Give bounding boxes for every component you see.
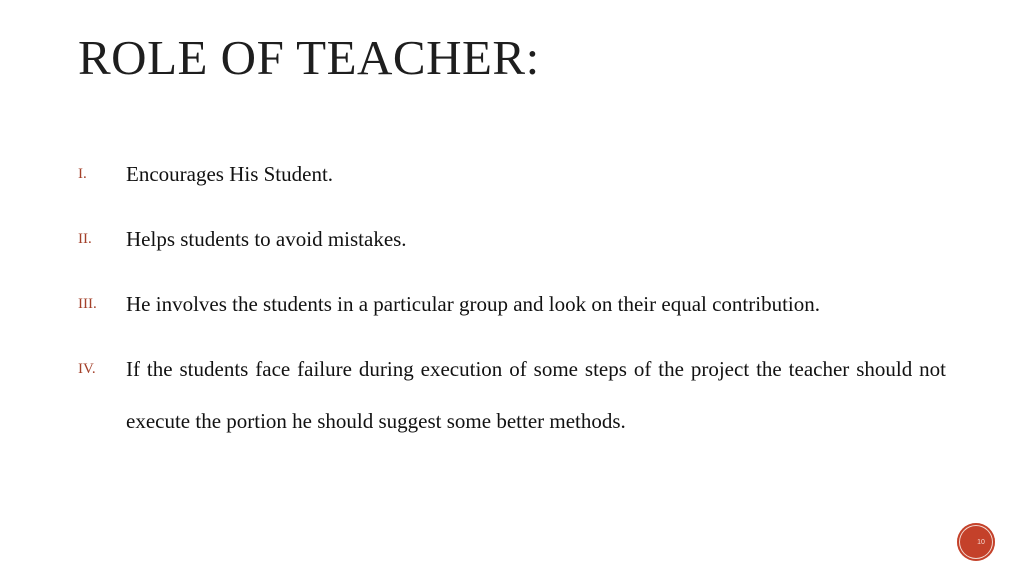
list-item-text-4: If the students face failure during execution of some steps of the project the teacher should not execute the portion he should suggest some better methods.: [126, 357, 946, 433]
list-marker-2: II.: [78, 231, 92, 247]
list-item-text-2: Helps students to avoid mistakes.: [126, 227, 407, 251]
list-item-text-1: Encourages His Student.: [126, 162, 334, 186]
list-marker-1: I.: [78, 166, 87, 182]
page-number-badge: [957, 523, 995, 561]
page-number: 10: [977, 538, 985, 546]
content-list: [78, 148, 946, 460]
list-marker-3: III.: [78, 296, 97, 312]
list-item-3: [78, 278, 946, 330]
list-item-2: [78, 213, 946, 265]
list-item-1: [78, 148, 946, 200]
slide-title: ROLE OF TEACHER:: [78, 30, 540, 85]
list-marker-4: IV.: [78, 361, 96, 377]
list-item-text-3: He involves the students in a particular group and look on their equal contribution.: [126, 292, 821, 316]
list-item-4: [78, 343, 946, 447]
